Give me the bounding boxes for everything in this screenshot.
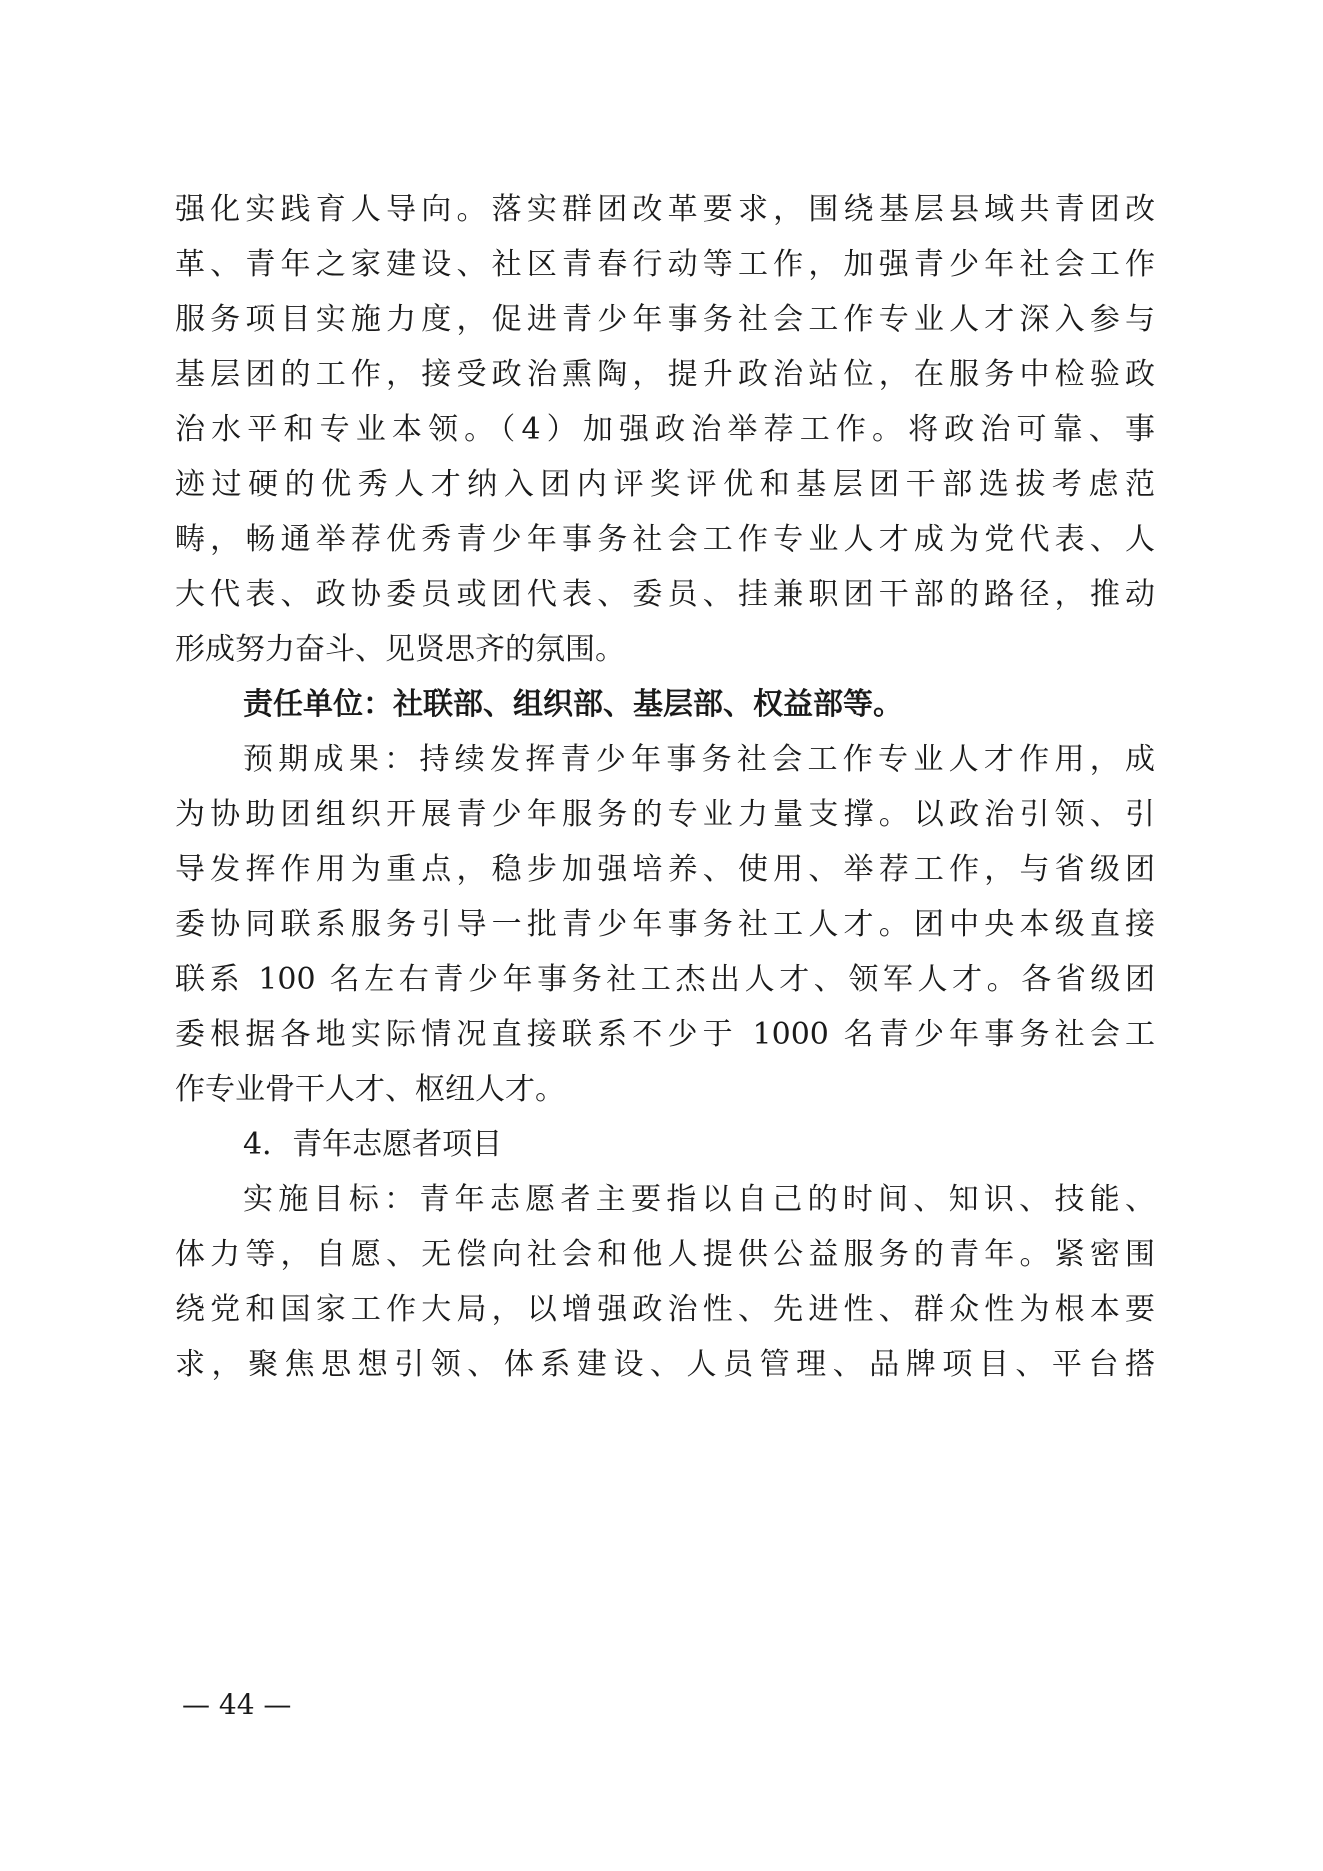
body-text-line: 迹过硬的优秀人才纳入团内评奖评优和基层团干部选拔考虑范 bbox=[175, 467, 1155, 502]
body-text-line: 委协同联系服务引导一批青少年事务社工人才。团中央本级直接 bbox=[175, 907, 1155, 942]
body-text-line: 体力等，自愿、无偿向社会和他人提供公益服务的青年。紧密围 bbox=[175, 1237, 1155, 1272]
body-text-line: 绕党和国家工作大局，以增强政治性、先进性、群众性为根本要 bbox=[175, 1292, 1155, 1327]
page-number: — 44 — bbox=[182, 1688, 292, 1721]
body-text-line: 求，聚焦思想引领、体系建设、人员管理、品牌项目、平台搭 bbox=[175, 1347, 1155, 1382]
responsible-units-heading: 责任单位：社联部、组织部、基层部、权益部等。 bbox=[243, 687, 903, 722]
body-text-line: 服务项目实施力度，促进青少年事务社会工作专业人才深入参与 bbox=[175, 302, 1155, 337]
body-text-line: 形成努力奋斗、见贤思齐的氛围。 bbox=[175, 632, 625, 667]
body-text-line: 治水平和专业本领。（4）加强政治举荐工作。将政治可靠、事 bbox=[175, 412, 1155, 447]
body-text-line: 革、青年之家建设、社区青春行动等工作，加强青少年社会工作 bbox=[175, 247, 1155, 282]
body-text-line: 导发挥作用为重点，稳步加强培养、使用、举荐工作，与省级团 bbox=[175, 852, 1155, 887]
body-text-line: 为协助团组织开展青少年服务的专业力量支撑。以政治引领、引 bbox=[175, 797, 1155, 832]
body-text-line: 强化实践育人导向。落实群团改革要求，围绕基层县域共青团改 bbox=[175, 192, 1155, 227]
body-text-line: 作专业骨干人才、枢纽人才。 bbox=[175, 1072, 565, 1107]
body-text-line: 畴，畅通举荐优秀青少年事务社会工作专业人才成为党代表、人 bbox=[175, 522, 1155, 557]
section-heading: 4．青年志愿者项目 bbox=[243, 1127, 503, 1162]
body-text-line: 基层团的工作，接受政治熏陶，提升政治站位，在服务中检验政 bbox=[175, 357, 1155, 392]
body-text-line: 联系 100 名左右青少年事务社工杰出人才、领军人才。各省级团 bbox=[175, 962, 1155, 997]
expected-results-paragraph-start: 预期成果：持续发挥青少年事务社会工作专业人才作用，成 bbox=[243, 742, 1155, 777]
body-text-line: 大代表、政协委员或团代表、委员、挂兼职团干部的路径，推动 bbox=[175, 577, 1155, 612]
body-text-line: 委根据各地实际情况直接联系不少于 1000 名青少年事务社会工 bbox=[175, 1017, 1155, 1052]
implementation-goal-paragraph-start: 实施目标：青年志愿者主要指以自己的时间、知识、技能、 bbox=[243, 1182, 1155, 1217]
